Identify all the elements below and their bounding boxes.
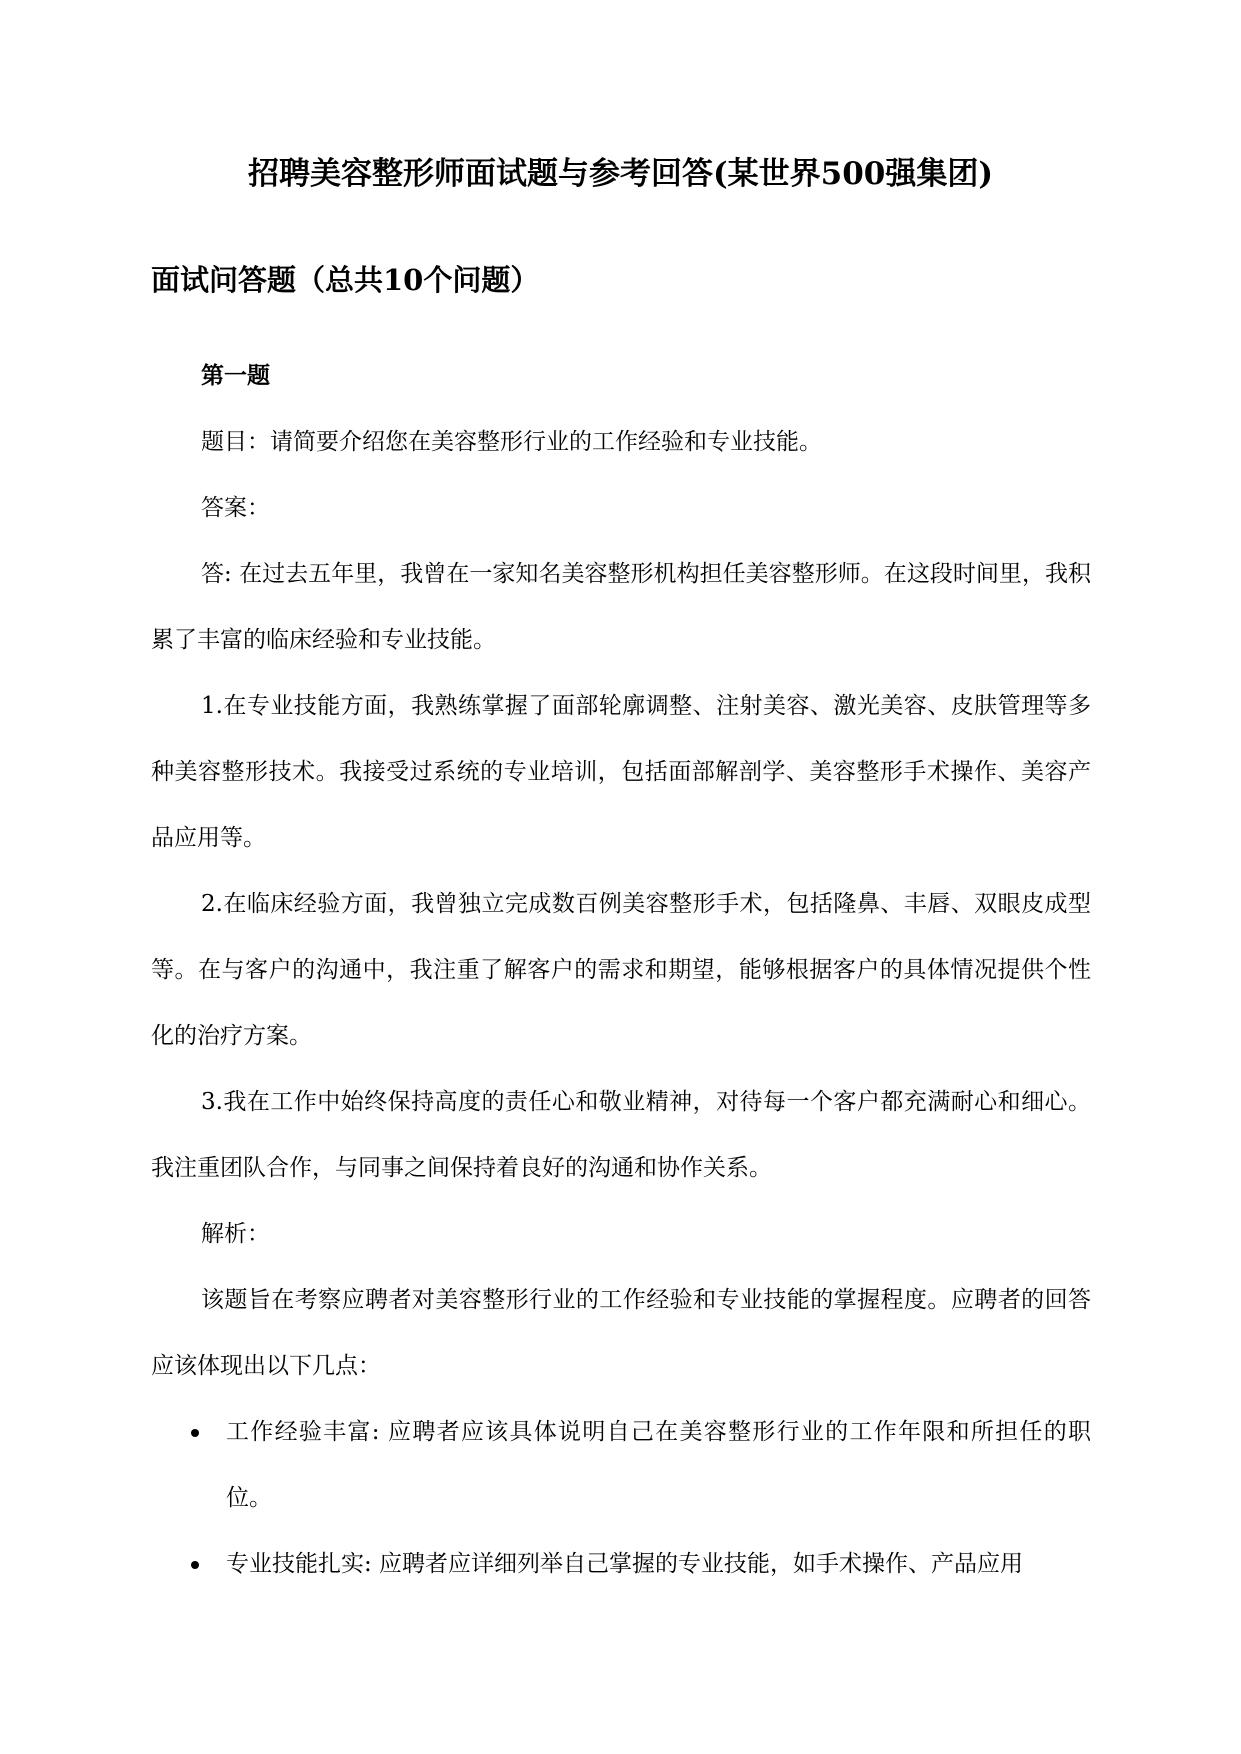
analysis-text: 该题旨在考察应聘者对美容整形行业的工作经验和专业技能的掌握程度。应聘者的回答应该体现出以下几点：: [151, 1287, 1091, 1379]
list-item: [151, 1531, 1091, 1597]
bullet-icon: [191, 1561, 199, 1569]
question-title: 第一题: [201, 362, 270, 389]
answer-point: 2.在临床经验方面，我曾独立完成数百例美容整形手术，包括隆鼻、丰唇、双眼皮成型等。在与客户的沟通中，我注重了解客户的需求和期望，能够根据客户的具体情况提供个性化的治疗方案。: [151, 891, 1091, 1049]
question-text: 题目：请简要介绍您在美容整形行业的工作经验和专业技能。: [201, 429, 822, 455]
answer-point: 3.我在工作中始终保持高度的责任心和敬业精神，对待每一个客户都充满耐心和细心。我注重团队合作，与同事之间保持着良好的沟通和协作关系。: [151, 1089, 1091, 1181]
list-item: [151, 1399, 1091, 1531]
section-heading: 面试问答题（总共10个问题）: [151, 263, 540, 297]
answer-intro: 答: 在过去五年里，我曾在一家知名美容整形机构担任美容整形师。在这段时间里，我积累了丰富的临床经验和专业技能。: [151, 561, 1091, 653]
analysis-label: 解析：: [201, 1221, 270, 1247]
bullet-icon: [191, 1429, 199, 1437]
answer-label: 答案：: [201, 495, 270, 521]
analysis-bullet-list: [151, 1399, 1091, 1597]
question-block: [151, 343, 1091, 1597]
bullet-text: 工作经验丰富: 应聘者应该具体说明自己在美容整形行业的工作年限和所担任的职位。: [226, 1419, 1091, 1511]
document-title: 招聘美容整形师面试题与参考回答(某世界500强集团): [247, 156, 994, 192]
answer-point: 1.在专业技能方面，我熟练掌握了面部轮廓调整、注射美容、激光美容、皮肤管理等多种美容整形技术。我接受过系统的专业培训，包括面部解剖学、美容整形手术操作、美容产品应用等。: [151, 693, 1091, 851]
bullet-text: 专业技能扎实: 应聘者应详细列举自己掌握的专业技能，如手术操作、产品应用: [226, 1551, 1024, 1577]
